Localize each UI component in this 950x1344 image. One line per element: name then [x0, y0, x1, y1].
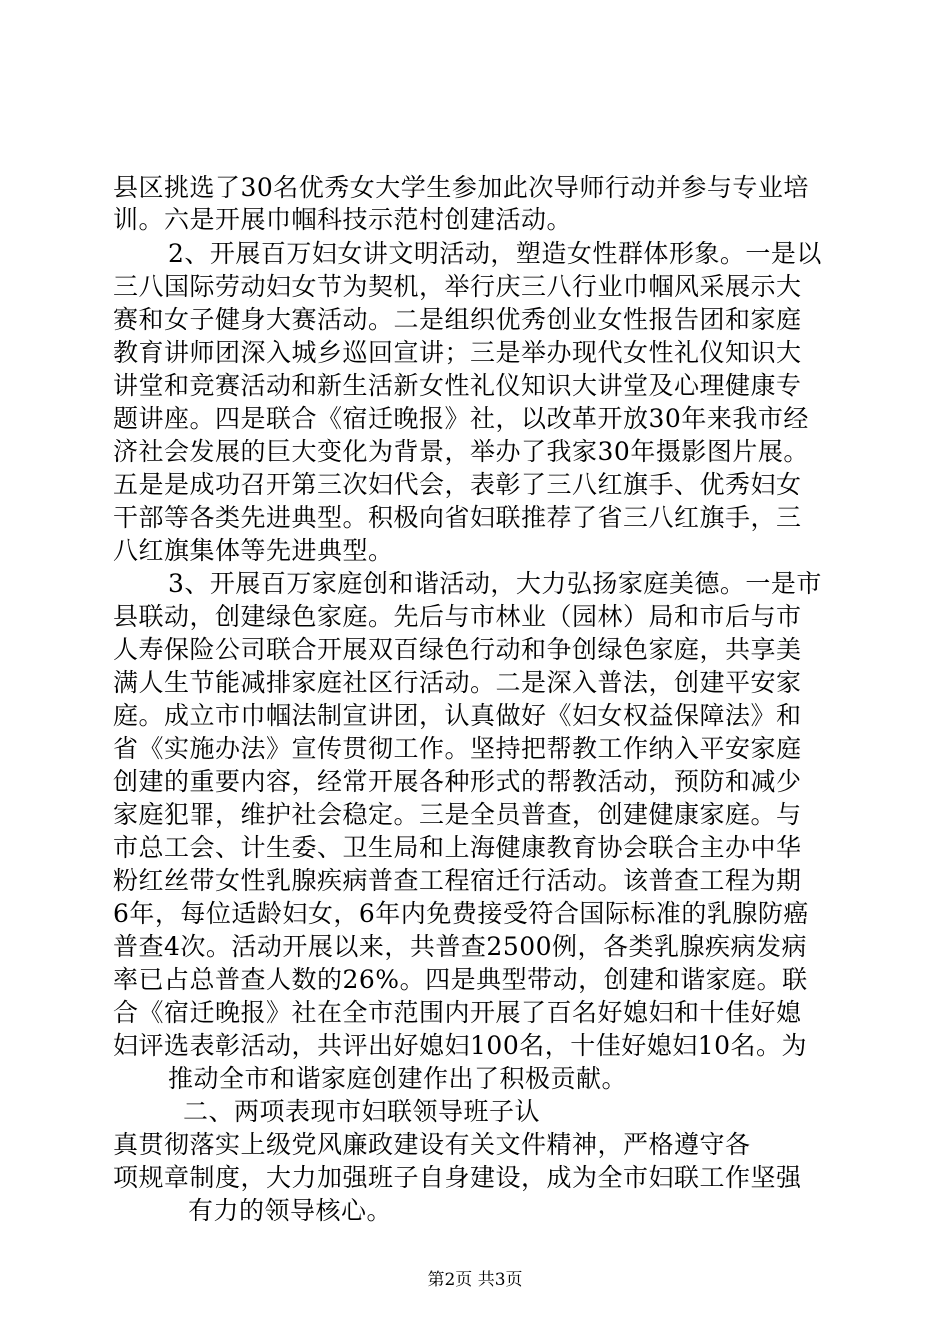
body-text-line: 干部等各类先进典型。积极向省妇联推荐了省三八红旗手，三 [113, 503, 802, 532]
body-text-line: 五是是成功召开第三次妇代会，表彰了三八红旗手、优秀妇女 [113, 470, 802, 499]
body-text-line: 妇评选表彰活动，共评出好媳妇100名，十佳好媳妇10名。为 [113, 1031, 808, 1060]
body-text-line: 县联动，创建绿色家庭。先后与市林业（园林）局和市后与市 [113, 602, 802, 631]
body-text-line: 粉红丝带女性乳腺疾病普查工程宿迁行活动。该普查工程为期 [113, 866, 802, 895]
body-text-line: 庭。成立市巾帼法制宣讲团，认真做好《妇女权益保障法》和 [113, 701, 802, 730]
body-text-line: 三八国际劳动妇女节为契机，举行庆三八行业巾帼风采展示大 [113, 272, 802, 301]
page-number-footer: 第2页 共3页 [427, 1270, 523, 1290]
body-text-line: 满人生节能减排家庭社区行活动。二是深入普法，创建平安家 [113, 668, 802, 697]
body-text-line: 赛和女子健身大赛活动。二是组织优秀创业女性报告团和家庭 [113, 305, 802, 334]
body-text-line: 省《实施办法》宣传贯彻工作。坚持把帮教工作纳入平安家庭 [113, 734, 802, 763]
body-text-line: 率已占总普查人数的26%。四是典型带动，创建和谐家庭。联 [113, 965, 808, 994]
body-text-line: 训。六是开展巾帼科技示范村创建活动。 [113, 205, 573, 234]
section-heading: 推动全市和谐家庭创建作出了积极贡献。 [168, 1064, 628, 1093]
body-text-line: 人寿保险公司联合开展双百绿色行动和争创绿色家庭，共享美 [113, 635, 802, 664]
body-text-line: 济社会发展的巨大变化为背景，举办了我家30年摄影图片展。 [113, 437, 809, 466]
body-text-line: 普查4次。活动开展以来，共普查2500例，各类乳腺疾病发病 [113, 932, 808, 961]
body-text-line: 项规章制度，大力加强班子自身建设，成为全市妇联工作坚强 [113, 1163, 802, 1192]
paragraph-start-line: 2、开展百万妇女讲文明活动，塑造女性群体形象。一是以 [168, 239, 822, 268]
body-text-line: 讲堂和竞赛活动和新生活新女性礼仪知识大讲堂及心理健康专 [113, 371, 802, 400]
body-text-line: 题讲座。四是联合《宿迁晚报》社，以改革开放30年来我市经 [113, 404, 809, 433]
body-text-line: 教育讲师团深入城乡巡回宣讲；三是举办现代女性礼仪知识大 [113, 338, 802, 367]
body-text-line: 县区挑选了30名优秀女大学生参加此次导师行动并参与专业培 [113, 173, 809, 202]
body-text-line: 6年，每位适龄妇女，6年内免费接受符合国际标准的乳腺防癌 [113, 899, 809, 928]
subsection-start-line: 有力的领导核心。 [188, 1196, 393, 1225]
body-text-line: 创建的重要内容，经常开展各种形式的帮教活动，预防和减少 [113, 767, 802, 796]
body-text-line: 合《宿迁晚报》社在全市范围内开展了百名好媳妇和十佳好媳 [113, 998, 802, 1027]
body-text-line: 真贯彻落实上级党风廉政建设有关文件精神，严格遵守各 [113, 1130, 751, 1159]
paragraph-start-line: 3、开展百万家庭创和谐活动，大力弘扬家庭美德。一是市 [168, 569, 822, 598]
body-text-line: 家庭犯罪，维护社会稳定。三是全员普查，创建健康家庭。与 [113, 800, 802, 829]
body-text-line: 市总工会、计生委、卫生局和上海健康教育协会联合主办中华 [113, 833, 802, 862]
body-text-line: 八红旗集体等先进典型。 [113, 536, 394, 565]
paragraph-start-line: 二、两项表现市妇联领导班子认 [183, 1097, 541, 1126]
